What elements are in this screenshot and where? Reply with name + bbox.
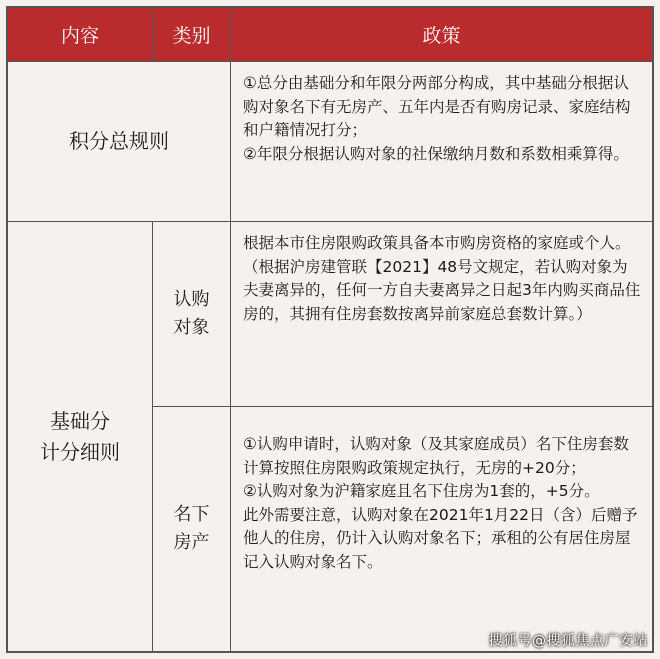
property-policy-line-2: ②认购对象为沪籍家庭且名下住房为1套的，+5分。 <box>243 482 600 500</box>
watermark: 搜狐号@搜狐焦点广安站 <box>488 633 648 649</box>
table-header-row <box>8 8 653 62</box>
property-policy <box>231 407 653 652</box>
header-content: 内容 <box>8 8 153 62</box>
property-category-line-1: 名下 <box>173 504 210 525</box>
header-policy: 政策 <box>231 8 653 62</box>
buyer-policy <box>231 222 653 407</box>
general-rules-line-2: ②年限分根据认购对象的社保缴纳月数和系数相乘算得。 <box>243 144 629 163</box>
buyer-category-line-1: 认购 <box>173 289 210 310</box>
buyer-category-line-2: 对象 <box>173 317 210 338</box>
property-category <box>153 407 231 652</box>
property-category-line-2: 房产 <box>173 532 210 553</box>
general-rules-policy <box>231 62 653 222</box>
property-policy-line-1: ①认购申请时，认购对象（及其家庭成员）名下住房套数计算按照住房限购政策规定执行，无房的+20分； <box>243 435 629 477</box>
table-row-buyer <box>8 222 653 407</box>
property-policy-line-3: 此外需要注意，认购对象在2021年1月22日（含）后赠予他人的住房，仍计入认购对象名下；承租的公有居住房屋记入认购对象名下。 <box>243 505 638 571</box>
header-category: 类别 <box>153 8 231 62</box>
basic-score-title-line-1: 基础分 <box>50 408 110 433</box>
buyer-policy-line-2: （根据沪房建管联【2021】48号文规定，若认购对象为夫妻离异的，任何一方自夫妻离异之日起3年内购买商品住房的，其拥有住房套数按离异前家庭总套数计算。） <box>243 257 641 323</box>
basic-score-title <box>8 222 153 652</box>
buyer-category <box>153 222 231 407</box>
buyer-policy-line-1: 根据本市住房限购政策具备本市购房资格的家庭或个人。 <box>243 234 631 252</box>
policy-table <box>7 7 653 652</box>
basic-score-title-line-2: 计分细则 <box>40 439 120 464</box>
general-rules-title: 积分总规则 <box>8 62 231 222</box>
policy-table-frame <box>6 6 654 653</box>
table-row-general-rules <box>8 62 653 222</box>
general-rules-line-1: ①总分由基础分和年限分两部分构成，其中基础分根据认购对象名下有无房产、五年内是否有购房记录、家庭结构和户籍情况打分； <box>243 74 631 139</box>
